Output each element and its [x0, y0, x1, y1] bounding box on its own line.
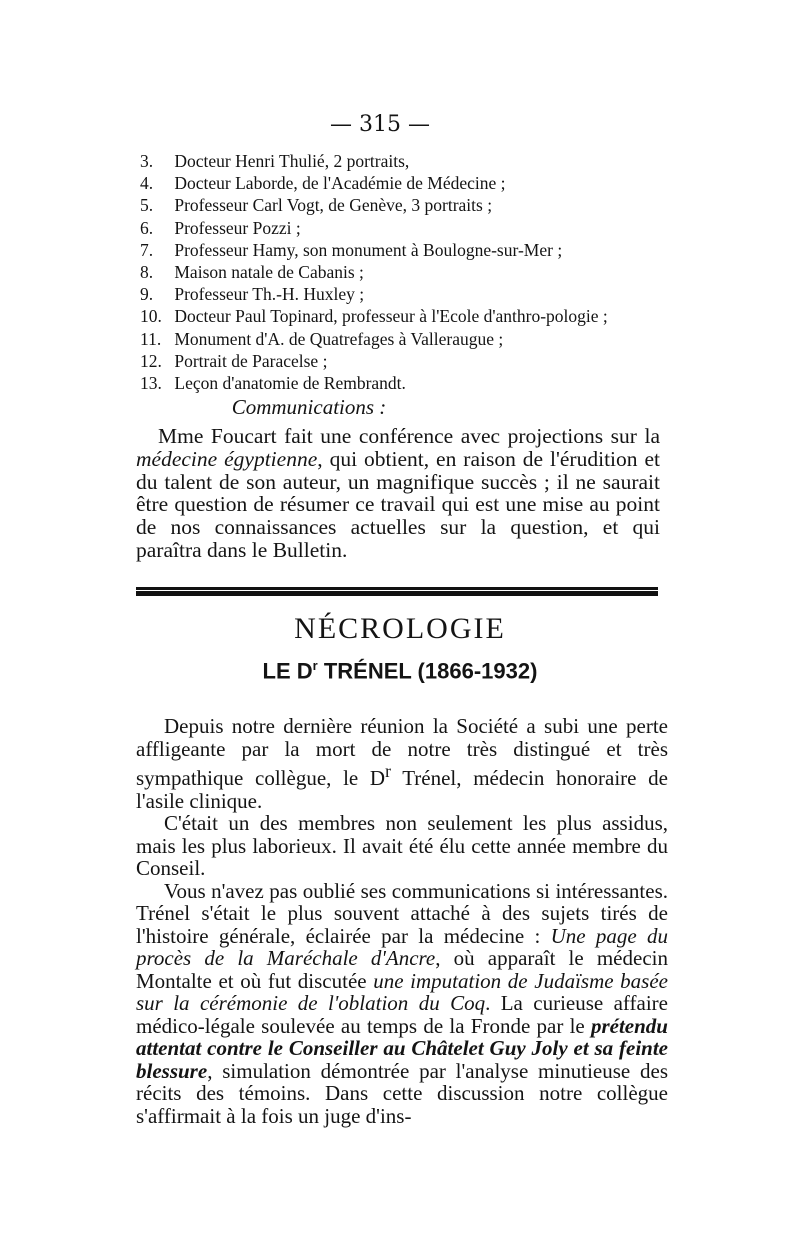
list-item: 3. Docteur Henri Thulié, 2 portraits,: [140, 151, 410, 171]
body-paragraph: C'était un des membres non seulement les plus assidus, mais les plus laborieux. Il avait été élu cette année membre du Conseil.: [136, 811, 668, 880]
section-divider: [136, 587, 658, 596]
page-number: — 315 —: [330, 112, 430, 137]
list-item: 12. Portrait de Paracelse ;: [140, 350, 328, 371]
list-item: 5. Professeur Carl Vogt, de Genève, 3 portraits ;: [140, 195, 493, 216]
list-item: 9. Professeur Th.-H. Huxley ;: [140, 284, 365, 305]
list-item: 13. Leçon d'anatomie de Rembrandt.: [140, 373, 406, 394]
list-item: 8. Maison natale de Cabanis ;: [140, 262, 364, 283]
body-paragraph: Depuis notre dernière réunion la Société a subi une perte affligeante par la mort de notre très distingué et très sympathique collègue, le $D^r$ Trénel, médecin honoraire de l'asile clinique.: [136, 714, 668, 813]
necrologie-subtitle: LE $D^r$ TRÉNEL (1866-1932): [262, 658, 538, 684]
list-item: 4. Docteur Laborde, de l'Académie de Médecine ;: [140, 173, 506, 194]
list-item: 6. Professeur Pozzi ;: [140, 217, 301, 238]
list-item: 11. Monument d'A. de Quatrefages à Valleraugue ;: [140, 328, 504, 349]
communications-paragraph: Mme Foucart fait une conférence avec projections sur la médecine égyptienne, qui obtient, en raison de l'érudition et du talent de son auteur, un magnifique succès ; il ne saurait être question de résumer ce travail qui est une mise au point de nos connaissances actuelles sur la question, et qui paraîtra dans le Bulletin.: [136, 424, 660, 562]
list-item: 7. Professeur Hamy, son monument à Boulogne-sur-Mer ;: [140, 239, 563, 260]
list-item: 10. Docteur Paul Topinard, professeur à l'Ecole d'anthro-pologie ;: [140, 306, 608, 327]
necrologie-body: [136, 715, 668, 1127]
communications-heading: Communications :: [231, 395, 387, 419]
body-paragraph: Vous n'avez pas oublié ses communications si intéressantes. Trénel s'était le plus souvent attaché à des sujets tirés de l'histoire générale, éclairée par la médecine : Une page du procès de la Maréchale d'Ancre, où apparaît le médecin Montalte et où fut discutée une imputation de Judaïsme basée sur la cérémonie de l'oblation du Coq. La curieuse affaire médico-légale soulevée au temps de la Fronde par le prétendu attentat contre le Conseiller au Châtelet Guy Joly et sa feinte blessure, simulation démontrée par l'analyse minutieuse des récits des témoins. Dans cette discussion notre collègue s'affirmait à la fois un juge d'ins-: [136, 878, 669, 1128]
necrologie-title: NÉCROLOGIE: [294, 612, 506, 645]
numbered-list: [140, 150, 680, 394]
